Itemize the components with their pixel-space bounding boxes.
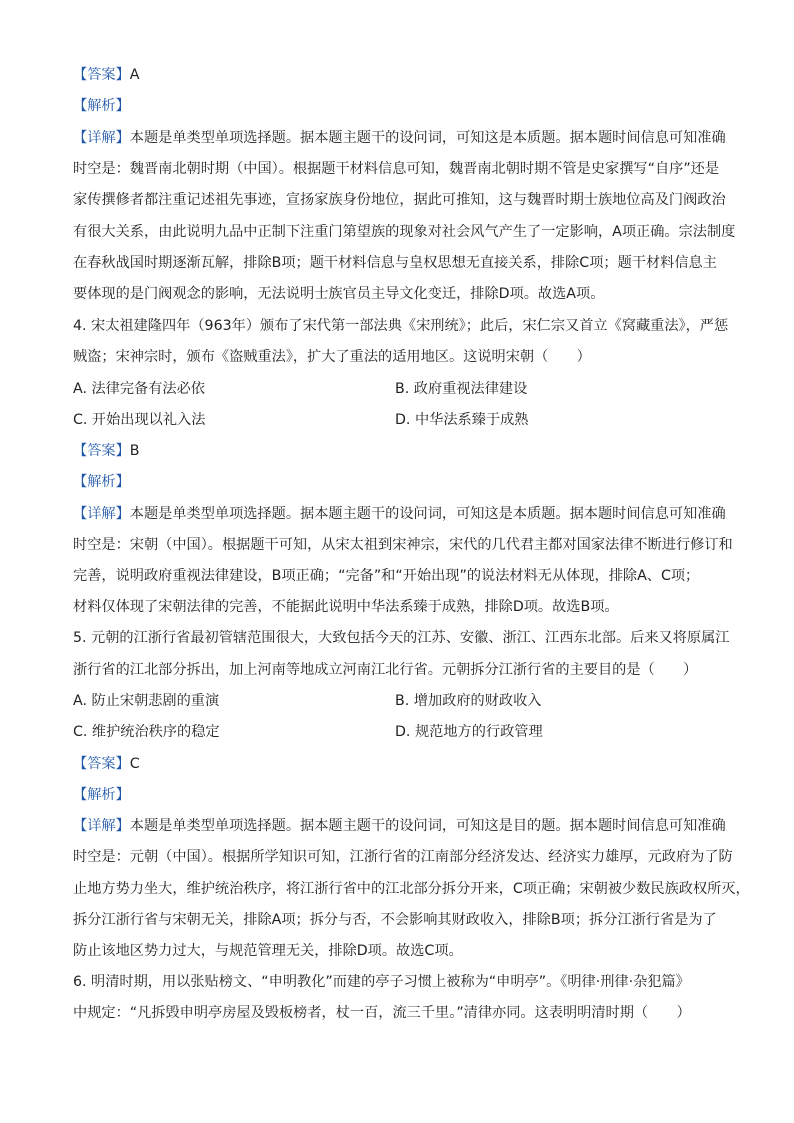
answer-label: 【答案】 [73,67,130,83]
detail-label: 【详解】 [73,506,130,522]
detail-text: 本题是单类型单项选择题。据本题主题干的设问词，可知这是本质题。据本题时间信息可知准确 [129,506,726,522]
q3-detail-line [73,128,726,148]
answer-value: A [129,67,140,83]
q3-detail-line: 时空是：魏晋南北朝时期（中国）。根据题干材料信息可知，魏晋南北朝时期不管是史家撰写“自序”还是 [73,161,720,177]
q5-detail-line [73,816,726,836]
q3-detail-line: 家传撰修者都注重记述祖先事迹，宣扬家族身份地位，据此可推知，这与魏晋时期士族地位高及门阀政治 [73,192,726,208]
detail-label: 【详解】 [73,130,130,146]
q5-analysis-label: 【解析】 [73,787,130,803]
q4-answer [73,441,140,461]
q4-detail-line: 时空是：宋朝（中国）。根据题干可知，从宋太祖到宋神宗，宋代的几代君主都对国家法律不断进行修订和 [73,537,733,553]
q4-option-d: D. 中华法系臻于成熟 [395,412,529,428]
detail-text: 本题是单类型单项选择题。据本题主题干的设问词，可知这是目的题。据本题时间信息可知准确 [129,818,726,834]
answer-value: C [129,756,140,772]
q5-detail-line: 止地方势力坐大，维护统治秩序，将江浙行省中的江北部分拆分开来，C项正确；宋朝被少数民族政权所灭， [73,881,750,897]
q6-stem-line: 6. 明清时期，用以张贴榜文、“申明教化”而建的亭子习惯上被称为“申明亭”。《明律·刑律·杂犯篇》 [73,974,690,990]
answer-label: 【答案】 [73,443,130,459]
q4-analysis-label: 【解析】 [73,474,130,490]
q3-detail-line: 在春秋战国时期逐渐瓦解，排除B项；题干材料信息与皇权思想无直接关系，排除C项；题干材料信息主 [73,255,717,271]
q4-detail-line: 完善，说明政府重视法律建设，B项正确；“完备”和“开始出现”的说法材料无从体现，排除A、C项； [73,568,700,584]
q5-detail-line: 拆分江浙行省与宋朝无关，排除A项；拆分与否，不会影响其财政收入，排除B项；拆分江浙行省是为了 [73,912,717,928]
q4-detail-line [73,504,726,524]
q4-stem-line: 贼盗；宋神宗时，颁布《盗贼重法》，扩大了重法的适用地区。这说明宋朝（ ） [73,349,591,365]
q5-option-d: D. 规范地方的行政管理 [395,724,543,740]
q5-detail-line: 时空是：元朝（中国）。根据所学知识可知，江浙行省的江南部分经济发达、经济实力雄厚，元政府为了防 [73,849,733,865]
q5-option-b: B. 增加政府的财政收入 [395,693,542,709]
q4-option-c: C. 开始出现以礼入法 [73,412,206,428]
detail-text: 本题是单类型单项选择题。据本题主题干的设问词，可知这是本质题。据本题时间信息可知准确 [129,130,726,146]
q5-answer [73,754,140,774]
q5-detail-line: 防止该地区势力过大，与规范管理无关，排除D项。故选C项。 [73,943,463,959]
q5-stem-line: 5. 元朝的江浙行省最初管辖范围很大，大致包括今天的江苏、安徽、浙江、江西东北部。后来又将原属江 [73,630,730,646]
q5-stem-line: 浙行省的江北部分拆出，加上河南等地成立河南江北行省。元朝拆分江浙行省的主要目的是（ ） [73,662,698,678]
q4-option-a: A. 法律完备有法必依 [73,381,205,397]
q3-detail-line: 有很大关系，由此说明九品中正制下注重门第望族的现象对社会风气产生了一定影响，A项正确。宗法制度 [73,224,736,240]
q5-option-c: C. 维护统治秩序的稳定 [73,724,220,740]
answer-value: B [129,443,140,459]
detail-label: 【详解】 [73,818,130,834]
q5-option-a: A. 防止宋朝悲剧的重演 [73,693,220,709]
q4-stem-line: 4. 宋太祖建隆四年（963年）颁布了宋代第一部法典《宋刑统》；此后，宋仁宗又首立《窝藏重法》，严惩 [73,318,729,334]
q6-stem-line: 中规定：“凡拆毁申明亭房屋及毁板榜者，杖一百，流三千里。”清律亦同。这表明明清时期（ ） [73,1005,691,1021]
answer-label: 【答案】 [73,756,130,772]
q3-analysis-label: 【解析】 [73,98,130,114]
q4-detail-line: 材料仅体现了宋朝法律的完善，不能据此说明中华法系臻于成熟，排除D项。故选B项。 [73,599,619,615]
q3-detail-line: 要体现的是门阀观念的影响，无法说明士族官员主导文化变迁，排除D项。故选A项。 [73,286,605,302]
q4-option-b: B. 政府重视法律建设 [395,381,528,397]
q3-answer [73,65,139,85]
